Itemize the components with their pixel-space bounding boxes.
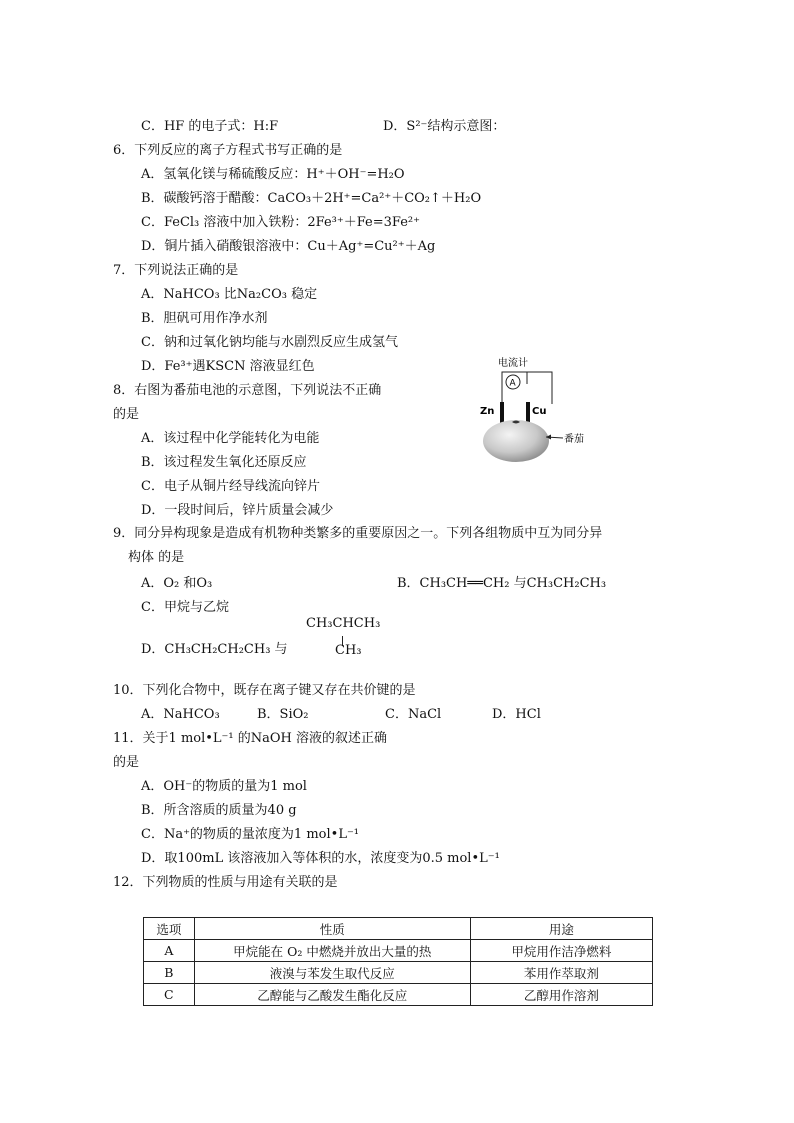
table-cell: B [144,962,195,984]
question-10-option-d: D．HCl [492,707,541,722]
question-9-option-c: C．甲烷与乙烷 [141,600,229,615]
isobutane-structure [306,616,386,662]
table-cell: 乙醇能与乙酸发生酯化反应 [194,984,470,1006]
question-11-option-a: A．OH⁻的物质的量为1 mol [141,779,307,794]
copper-electrode [526,402,530,424]
structure-branch: CH₃ [335,643,362,658]
zinc-electrode [500,402,504,424]
table-cell: 甲烷用作洁净燃料 [470,940,652,962]
ammeter-symbol: A [509,378,516,389]
question-6-option-c: C．FeCl₃ 溶液中加入铁粉：2Fe³⁺＋Fe=3Fe²⁺ [141,215,420,230]
table-row [144,940,653,962]
table-cell: A [144,940,195,962]
question-7-option-c: C．钠和过氧化钠均能与水剧烈反应生成氢气 [141,335,398,350]
question-11-option-b: B．所含溶质的质量为40 g [141,803,297,818]
table-row [144,962,653,984]
tomato-label: 番茄 [564,434,584,445]
question-11-option-d: D．取100mL 该溶液加入等体积的水，浓度变为0.5 mol•L⁻¹ [141,851,500,866]
option-5c: C．HF 的电子式：H:F [141,119,279,134]
question-9-option-b: B．CH₃CH══CH₂ 与CH₃CH₂CH₃ [397,576,607,591]
question-6-option-a: A．氢氧化镁与稀硫酸反应：H⁺＋OH⁻=H₂O [141,167,405,182]
question-11-stem-cont: 的是 [113,755,140,770]
table-header-row [144,918,653,940]
tomato-battery-svg [474,356,598,464]
question-8-option-b: B．该过程发生氧化还原反应 [141,455,307,470]
table-cell: 液溴与苯发生取代反应 [194,962,470,984]
question-8-option-a: A．该过程中化学能转化为电能 [141,431,320,446]
tomato-battery-diagram [474,356,598,464]
question-7-option-a: A．NaHCO₃ 比Na₂CO₃ 稳定 [141,287,318,302]
question-10-option-b: B．SiO₂ [257,707,309,722]
question-12-stem: 12．下列物质的性质与用途有关联的是 [113,875,338,890]
question-9-option-a: A．O₂ 和O₃ [141,576,213,591]
copper-label: Cu [532,406,547,417]
table-header-use: 用途 [470,918,652,940]
table-cell: 苯用作萃取剂 [470,962,652,984]
question-11-stem: 11．关于1 mol•L⁻¹ 的NaOH 溶液的叙述正确 [113,731,388,746]
question-8-stem-cont: 的是 [113,407,140,422]
question-9-stem: 9．同分异构现象是造成有机物种类繁多的重要原因之一。下列各组物质中互为同分异 [113,526,603,541]
properties-uses-table [143,917,653,1006]
question-7-option-d: D．Fe³⁺遇KSCN 溶液显红色 [141,359,315,374]
question-7-stem: 7．下列说法正确的是 [113,263,239,278]
question-10-option-c: C．NaCl [385,707,442,722]
table-cell: 乙醇用作溶剂 [470,984,652,1006]
question-10-stem: 10．下列化合物中，既存在离子键又存在共价键的是 [113,683,416,698]
question-10-option-a: A．NaHCO₃ [141,707,220,722]
zinc-label: Zn [480,406,495,417]
structure-main-chain: CH₃CHCH₃ [306,616,381,631]
question-9-option-d: D．CH₃CH₂CH₂CH₃ 与 [141,642,288,657]
table-header-option: 选项 [144,918,195,940]
question-11-option-c: C．Na⁺的物质的量浓度为1 mol•L⁻¹ [141,827,360,842]
table-row [144,984,653,1006]
question-8-option-c: C．电子从铜片经导线流向锌片 [141,479,320,494]
question-6-option-d: D．铜片插入硝酸银溶液中：Cu＋Ag⁺=Cu²⁺＋Ag [141,239,436,254]
question-6-option-b: B．碳酸钙溶于醋酸：CaCO₃＋2H⁺=Ca²⁺＋CO₂↑＋H₂O [141,191,482,206]
ammeter-label: 电流计 [498,358,528,369]
question-8-option-d: D．一段时间后，锌片质量会减少 [141,503,334,518]
option-5d: D．S²⁻结构示意图： [383,119,506,134]
question-9-stem-cont: 构体 的是 [128,550,185,565]
question-6-stem: 6．下列反应的离子方程式书写正确的是 [113,143,343,158]
question-7-option-b: B．胆矾可用作净水剂 [141,311,268,326]
table-cell: 甲烷能在 O₂ 中燃烧并放出大量的热 [194,940,470,962]
table-cell: C [144,984,195,1006]
tomato-shape [483,420,549,462]
table-header-property: 性质 [194,918,470,940]
question-8-stem: 8．右图为番茄电池的示意图，下列说法不正确 [113,383,382,398]
